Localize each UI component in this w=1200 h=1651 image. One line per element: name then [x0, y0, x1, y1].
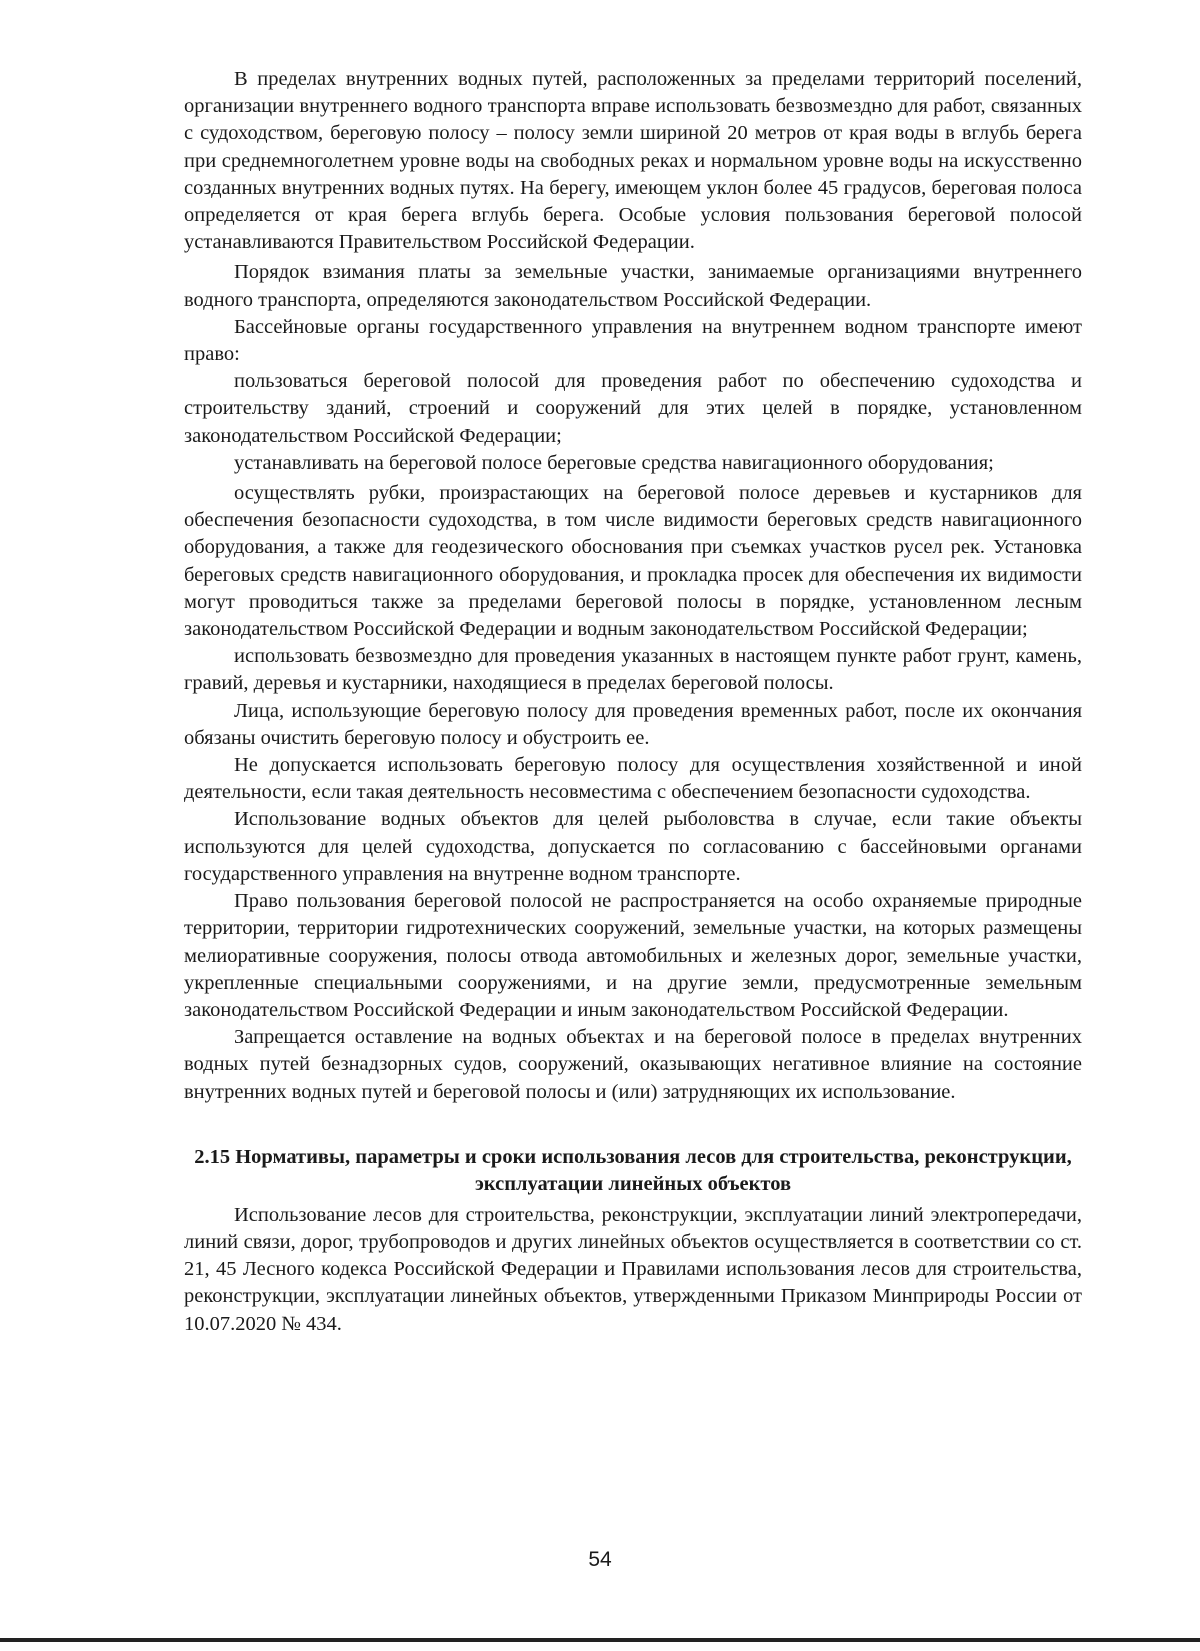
paragraph: Не допускается использовать береговую полосу для осуществления хозяйственной и иной деятельности, если такая деятельность несовместима с обеспечением безопасности судоходства. — [184, 754, 1082, 804]
page-number: 54 — [588, 1548, 612, 1571]
paragraph: пользоваться береговой полосой для проведения работ по обеспечению судоходства и строительству зданий, строений и сооружений для этих целей в порядке, установленном законодательством Российской Федерации; — [184, 370, 1082, 447]
paragraph: Бассейновые органы государственного управления на внутреннем водном транспорте имеют право: — [184, 315, 1082, 366]
paragraph: Лица, использующие береговую полосу для проведения временных работ, после их окончания обязаны очистить береговую полосу и обустроить ее. — [184, 699, 1082, 749]
paragraph: Право пользования береговой полосой не распространяется на особо охраняемые природные территории, территории гидротехнических сооружений, земельные участки, на которых размещены мелиоративные сооружения, полосы отвода автомобильных и железных дорог, земельные участки, укрепленные специальными сооружениями, и на другие земли, предусмотренные земельным законодательством Российской Федерации и иным законодательством Российской Федерации. — [184, 890, 1082, 1021]
paragraph: В пределах внутренних водных путей, расположенных за пределами территорий поселений, организации внутреннего водного транспорта вправе использовать безвозмездно для работ, связанных с судоходством, береговую полосу – полосу земли шириной 20 метров от края воды в вглубь берега при среднемноголетнем уровне воды на свободных реках и нормальном уровне воды на искусственно созданных внутренних водных путях. На берегу, имеющем уклон более 45 градусов, береговая полоса определяется от края берега вглубь берега. Особые условия пользования береговой полосой устанавливаются Правительством Российской Федерации. — [184, 68, 1082, 254]
bottom-rule — [0, 1638, 1200, 1642]
document-page — [184, 66, 1082, 1338]
section-paragraph: Использование лесов для строительства, реконструкции, эксплуатации линий электропередачи, линий связи, дорог, трубопроводов и других линейных объектов осуществляется в соответствии со ст. 21, 45 Лесного кодекса Российской Федерации и Правилами использования лесов для строительства, реконструкции, эксплуатации линейных объектов, утвержденными Приказом Минприроды России от 10.07.2020 № 434. — [184, 1203, 1082, 1335]
paragraph: Запрещается оставление на водных объектах и на береговой полосе в пределах внутренних водных путей безнадзорных судов, сооружений, оказывающих негативное влияние на состояние внутренних водных путей и береговой полосы и (или) затрудняющих их использование. — [184, 1026, 1082, 1103]
section-heading: 2.15 Нормативы, параметры и сроки использования лесов для строительства, реконструкции, эксплуатации линейных объектов — [194, 1145, 1072, 1195]
paragraph: Использование водных объектов для целей рыболовства в случае, если такие объекты используются для целей судоходства, допускается по согласованию с бассейновыми органами государственного управления на внутренне водном транспорте. — [184, 808, 1082, 885]
paragraph: использовать безвозмездно для проведения указанных в настоящем пункте работ грунт, камень, гравий, деревья и кустарники, находящиеся в пределах береговой полосы. — [184, 645, 1082, 695]
paragraph: Порядок взимания платы за земельные участки, занимаемые организациями внутреннего водного транспорта, определяются законодательством Российской Федерации. — [184, 261, 1082, 311]
paragraph: осуществлять рубки, произрастающих на береговой полосе деревьев и кустарников для обеспечения безопасности судоходства, в том числе видимости береговых средств навигационного оборудования, а также для геодезического обоснования при съемках участков русел рек. Установка береговых средств навигационного оборудования, и прокладка просек для обеспечения их видимости могут проводиться также за пределами береговой полосы в порядке, установленном лесным законодательством Российской Федерации и водным законодательством Российской Федерации; — [184, 482, 1082, 641]
paragraph: устанавливать на береговой полосе береговые средства навигационного оборудования; — [234, 451, 994, 474]
